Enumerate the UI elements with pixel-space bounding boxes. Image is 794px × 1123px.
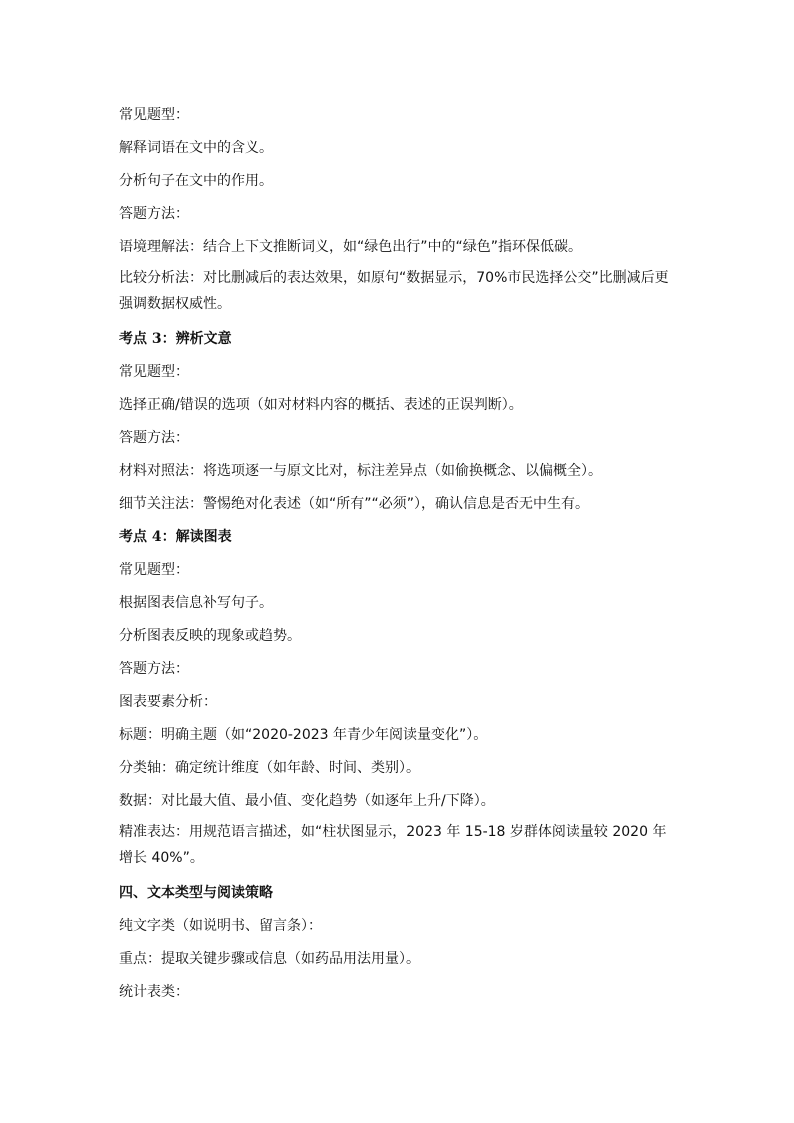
list-item: 语境理解法：结合上下文推断词义，如“绿色出行”中的“绿色”指环保低碳。 — [119, 239, 583, 255]
subheading-chart-analysis: 图表要素分析： — [119, 694, 217, 710]
heading-common-types: 常见题型： — [119, 107, 189, 123]
list-item: 数据：对比最大值、最小值、变化趋势（如逐年上升/下降）。 — [119, 793, 495, 809]
list-item: 分析句子在文中的作用。 — [119, 173, 273, 189]
document-body — [119, 100, 679, 1010]
list-item: 分析图表反映的现象或趋势。 — [119, 628, 301, 644]
list-item: 解释词语在文中的含义。 — [119, 140, 273, 156]
list-item: 选择正确/错误的选项（如对材料内容的概括、表述的正误判断）。 — [119, 397, 523, 413]
list-item: 材料对照法：将选项逐一与原文比对，标注差异点（如偷换概念、以偏概全）。 — [119, 463, 602, 479]
heading-common-types: 常见题型： — [119, 562, 189, 578]
heading-methods: 答题方法： — [119, 430, 189, 446]
section-heading-point-3: 考点 3：辨析文意 — [119, 331, 232, 347]
list-item: 重点：提取关键步骤或信息（如药品用法用量）。 — [119, 951, 420, 967]
list-item: 纯文字类（如说明书、留言条）： — [119, 918, 322, 934]
list-item: 统计表类： — [119, 984, 189, 1000]
list-item: 细节关注法：警惕绝对化表述（如“所有”“必须”），确认信息是否无中生有。 — [119, 496, 590, 512]
section-heading-point-4: 考点 4：解读图表 — [119, 529, 232, 545]
heading-methods: 答题方法： — [119, 661, 189, 677]
list-item: 分类轴：确定统计维度（如年龄、时间、类别）。 — [119, 760, 420, 776]
list-item: 根据图表信息补写句子。 — [119, 595, 273, 611]
list-item: 比较分析法：对比删减后的表达效果，如原句“数据显示，70%市民选择公交”比删减后更强调数据权威性。 — [119, 270, 669, 312]
list-item: 精准表达：用规范语言描述，如“柱状图显示，2023 年 15-18 岁群体阅读量较 2020 年增长 40%”。 — [119, 824, 667, 866]
section-heading-four: 四、文本类型与阅读策略 — [119, 885, 273, 901]
heading-common-types: 常见题型： — [119, 364, 189, 380]
heading-methods: 答题方法： — [119, 206, 189, 222]
list-item: 标题：明确主题（如“2020-2023 年青少年阅读量变化”）。 — [119, 727, 488, 743]
